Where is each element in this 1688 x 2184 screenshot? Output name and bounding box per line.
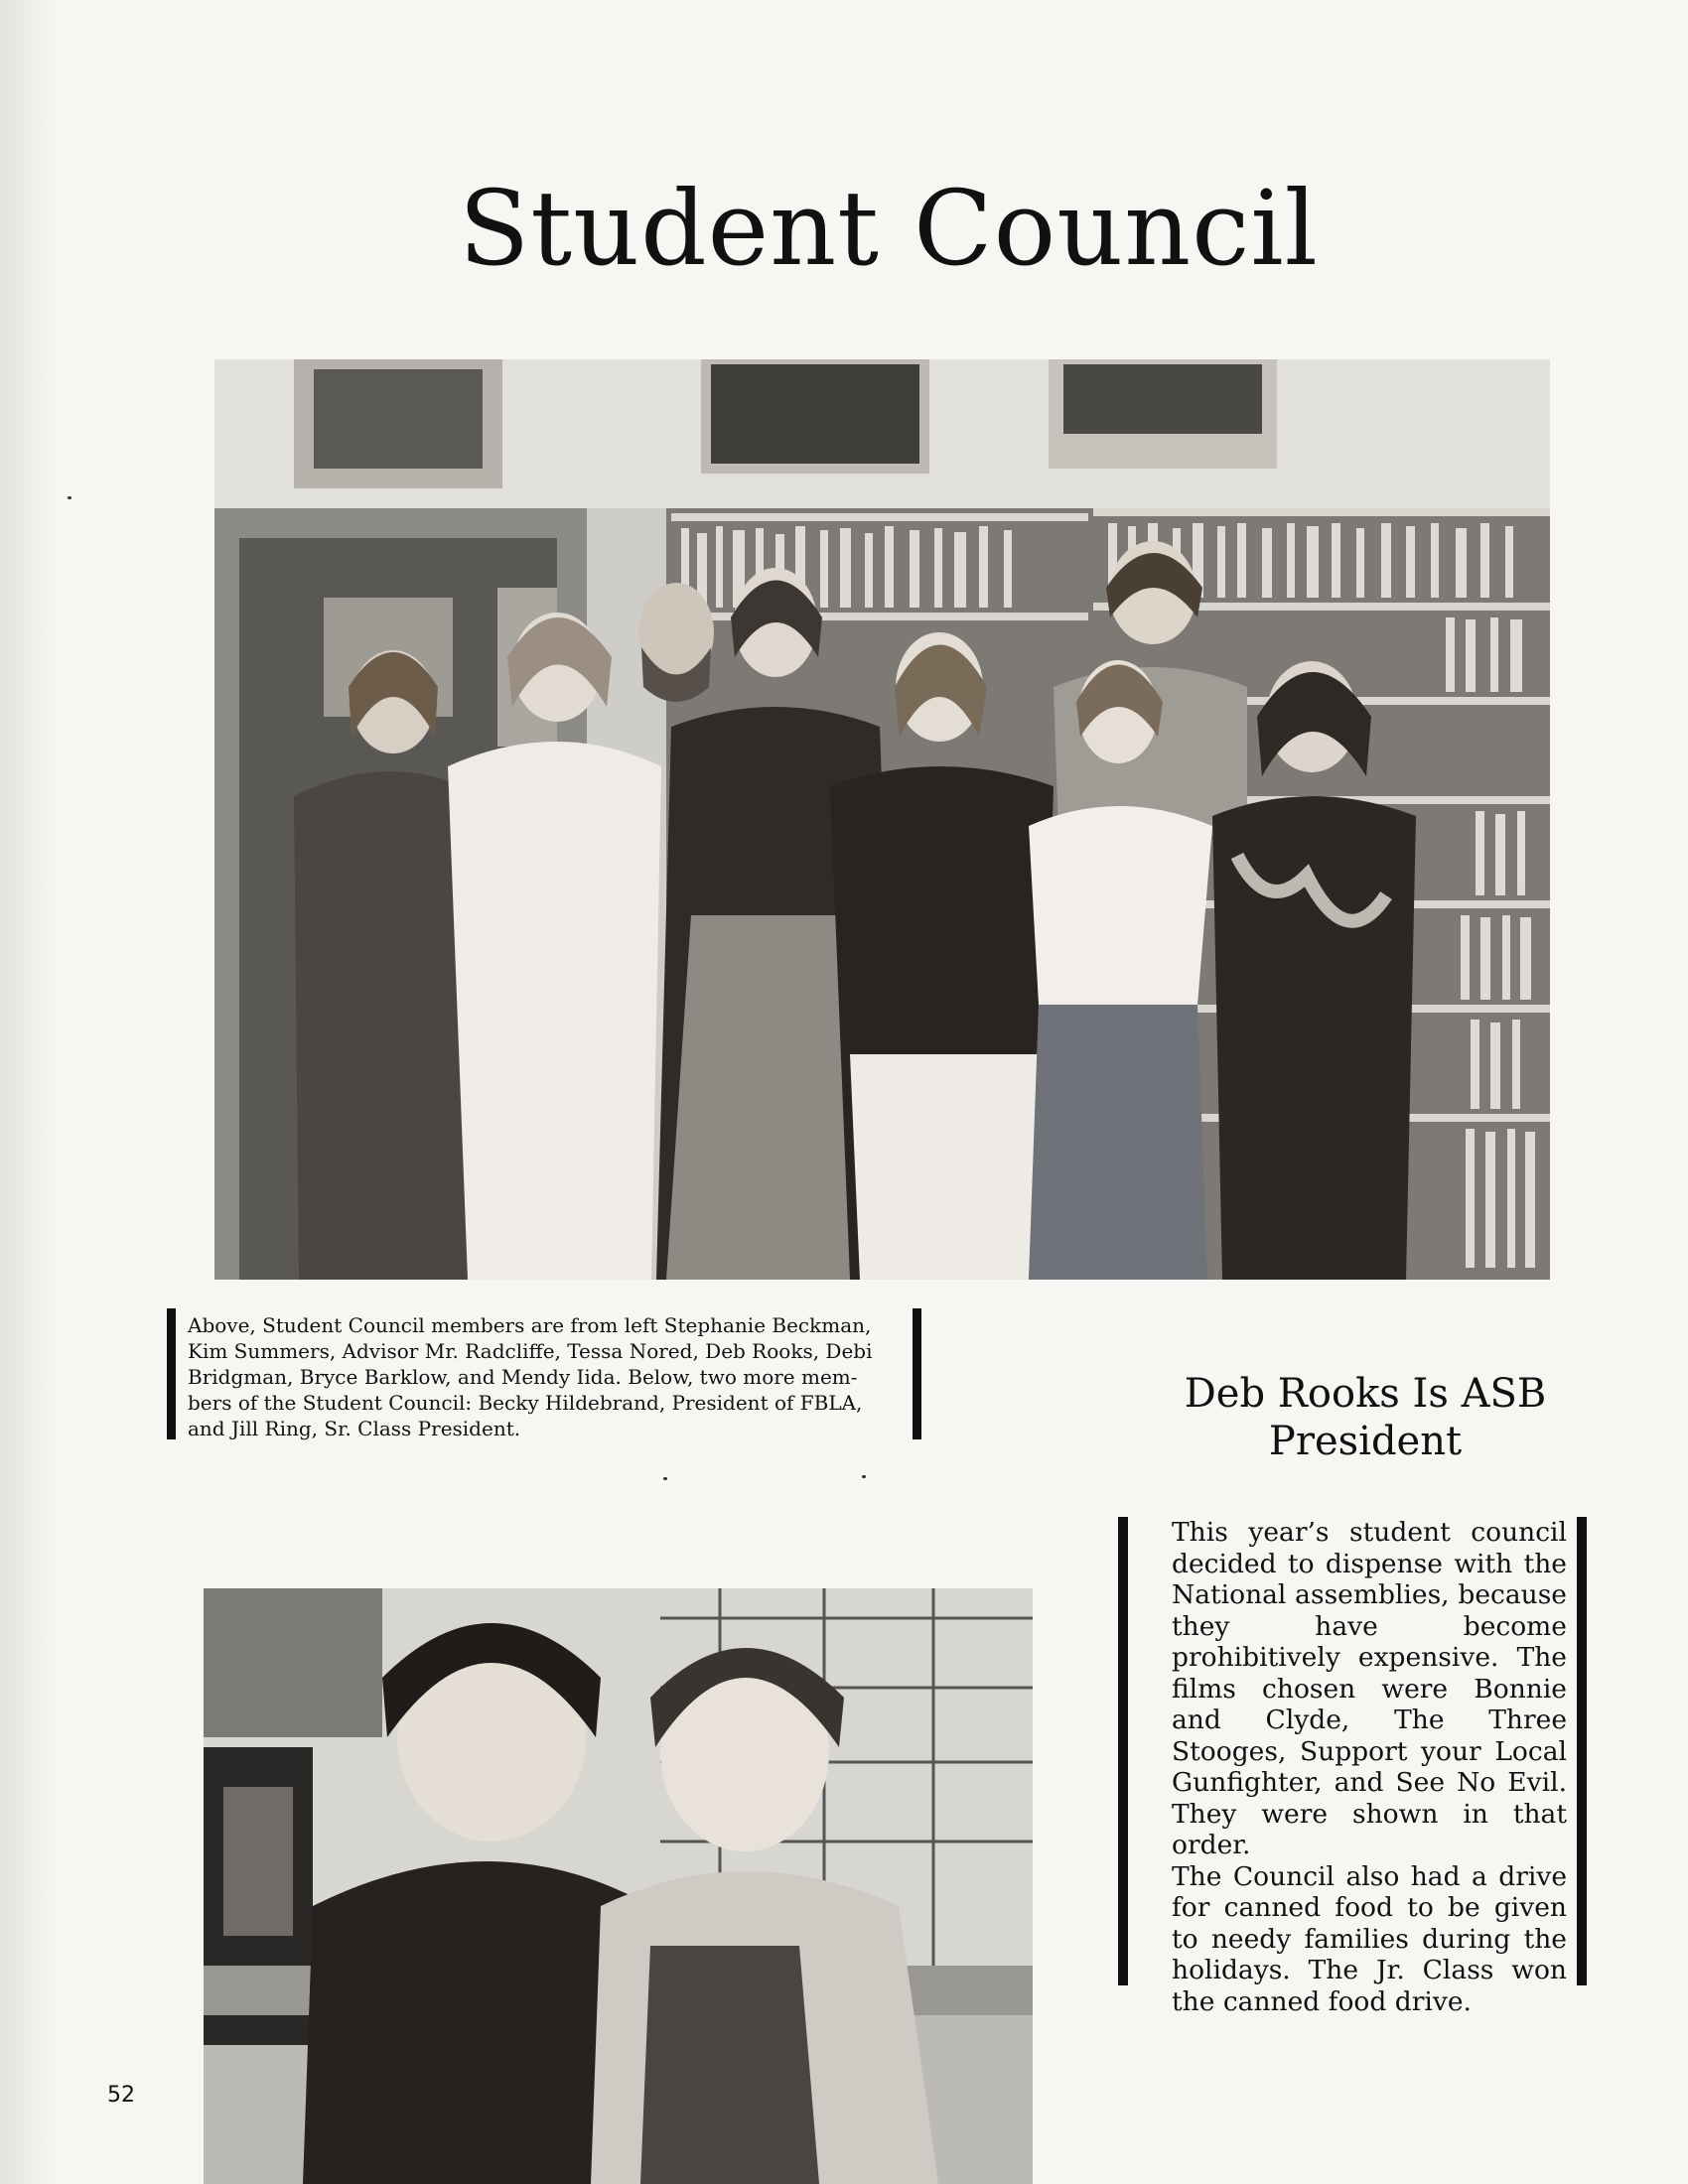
page-title: Student Council — [459, 168, 1319, 289]
article-paragraph-2: The Council also had a drive for canned food to be given to needy families during the holidays. The Jr. Class won the canned food drive. — [1172, 1860, 1567, 2017]
scan-speck — [862, 1475, 866, 1478]
scan-speck — [68, 496, 71, 499]
caption-line: bers of the Student Council: Becky Hildebrand, President of FBLA, — [188, 1391, 863, 1415]
article-paragraph-1: This year’s student council decided to dispense with the National assemblies, because they have become prohibitively expensive. The films chosen were Bonnie and Clyde, The Three Stooges, Support your Local Gunfighter, and See No Evil. They were shown in that order. — [1172, 1517, 1567, 1860]
headline-line-2: President — [1268, 1419, 1463, 1464]
page-number: 52 — [107, 2083, 135, 2108]
article-body — [1118, 1517, 1587, 2017]
page-edge-shadow — [0, 0, 60, 2184]
photo-caption — [167, 1308, 921, 1439]
article-headline — [1152, 1370, 1579, 1465]
headline-line-1: Deb Rooks Is ASB — [1184, 1371, 1547, 1417]
caption-line: and Jill Ring, Sr. Class President. — [188, 1417, 521, 1440]
group-photo — [214, 359, 1550, 1280]
duo-photo — [204, 1588, 1033, 2184]
caption-line: Above, Student Council members are from left Stephanie Beckman, — [188, 1313, 872, 1337]
scan-speck — [663, 1477, 667, 1480]
caption-line: Bridgman, Bryce Barklow, and Mendy Iida. Below, two more mem- — [188, 1365, 858, 1389]
caption-line: Kim Summers, Advisor Mr. Radcliffe, Tessa Nored, Deb Rooks, Debi — [188, 1339, 873, 1363]
